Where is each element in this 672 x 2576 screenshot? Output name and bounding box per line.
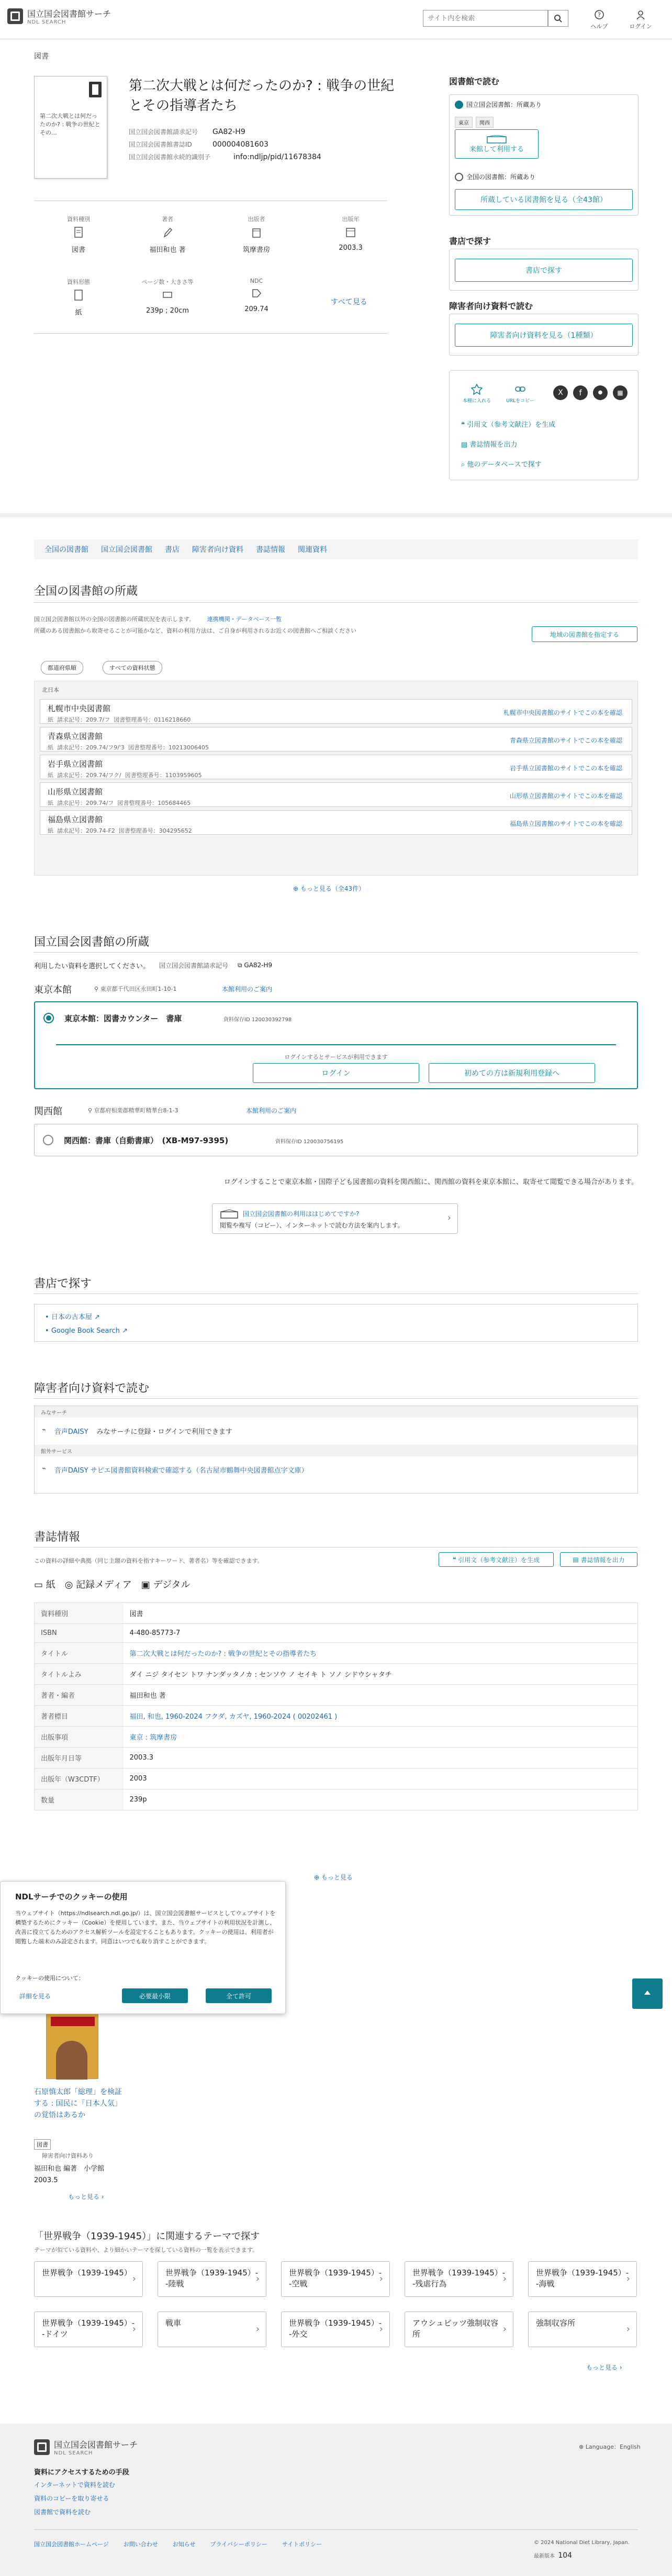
search-input[interactable]: [423, 10, 548, 27]
bib-heading: 書誌情報: [34, 1531, 81, 1544]
library-row: 山形県立図書館 紙 請求記号：209.74/フ 図書整理番号：105684465 山形県立図書館のサイトでこの本を確認: [40, 782, 632, 807]
ndl-small-icon: [455, 101, 463, 109]
see-all-link[interactable]: すべて見る: [331, 298, 367, 306]
tab-disability[interactable]: 障害者向け資料: [192, 546, 243, 554]
tab-digital[interactable]: ▣ デジタル: [141, 1579, 191, 1590]
summary-pages: ページ数・大きさ等 239p ; 20cm: [141, 279, 194, 315]
contact-link[interactable]: お問い合わせ: [123, 2541, 158, 2548]
table-row: 資料種別 図書: [35, 1603, 638, 1624]
ndl-heading: 国立国会図書館の所蔵: [34, 936, 150, 949]
shop-button[interactable]: 書店で探す: [455, 259, 633, 282]
filter-prefecture[interactable]: 都道府県順: [41, 661, 83, 675]
theme-desc: テーマが似ている資料や、より細かいテーマを探している資料の一覧を表示できます。: [34, 2247, 258, 2253]
table-row: ISBN 4-480-85773-7: [35, 1624, 638, 1643]
summary-publisher: 出版者 筑摩書房: [242, 216, 270, 254]
related-more-link[interactable]: もっと見る ›: [68, 2193, 104, 2201]
section-separator: [0, 513, 672, 517]
logo-title: 国立国会図書館サーチ: [27, 9, 111, 19]
ndl-logo-icon: [34, 2439, 50, 2455]
tokyo-item-label: 東京本館：図書カウンター 書庫: [64, 1014, 182, 1023]
library-row: 岩手県立図書館 紙 請求記号：209.74/フク/ 図書整理番号：1103959605 岩手県立図書館のサイトでこの本を確認: [40, 755, 632, 779]
help-label: ヘルプ: [590, 23, 608, 30]
id-key-1: 国立国会図書館請求記号: [129, 128, 198, 136]
daisy-link[interactable]: 音声DAISY: [54, 1428, 88, 1436]
tag-icon: [251, 288, 262, 300]
plus-icon: ⊕: [314, 1874, 321, 1881]
theme-item[interactable]: 世界戦争（1939-1945）--残虐行為 ›: [405, 2261, 513, 2297]
divider: [34, 333, 387, 334]
tokyo-address: ⚲ 東京都千代田区永田町1-10-1: [94, 986, 177, 992]
id-val-2: 000004081603: [212, 140, 268, 149]
id-val-1: GA82-H9: [212, 128, 245, 136]
tokyo-heading: 東京本館: [34, 985, 72, 996]
search-icon: ⌕: [461, 461, 467, 469]
tab-paper[interactable]: ▭ 紙: [34, 1579, 55, 1590]
copy-icon[interactable]: ⧉: [238, 961, 244, 969]
cite-link[interactable]: ❝ 引用文（参考文献注）を生成: [461, 421, 556, 429]
summary-row-1: [52, 215, 387, 257]
all-status: 全国の図書館：所蔵あり: [455, 172, 535, 181]
format-tabs: [34, 1577, 190, 1591]
ndl-logo-icon: [7, 8, 23, 24]
thumb-text: 第二次大戦とは何だったのか? : 戦争の世紀とその...: [40, 113, 100, 136]
table-row: タイトル 第二次大戦とは何だったのか? : 戦争の世紀とその指導者たち: [35, 1643, 638, 1664]
id-val-3: info:ndljp/pid/11678384: [233, 153, 321, 161]
theme-heading: 「世界戦争（1939-1945）」に関連するテーマで探す: [34, 2231, 260, 2242]
divider: [34, 1293, 638, 1294]
signup-button[interactable]: 初めての方は新規利用登録へ: [429, 1063, 595, 1083]
star-icon: [471, 383, 483, 395]
share-print-icon[interactable]: ▦: [613, 385, 628, 400]
copy-url-button[interactable]: URLをコピー: [502, 383, 539, 404]
logo-sub: NDL SEARCH: [27, 19, 66, 25]
disc-icon: ◎: [64, 1579, 76, 1590]
breadcrumb: 図書: [34, 52, 49, 61]
chevron-right-icon: ›: [447, 1212, 451, 1223]
side-buy-box: [449, 249, 639, 291]
export-link[interactable]: ▤ 書誌情報を出力: [461, 441, 518, 449]
copyright: © 2024 National Diet Library, Japan.: [534, 2540, 630, 2546]
footer-bottom-links: [34, 2540, 322, 2548]
login-label: ログイン: [629, 23, 652, 30]
summary-doc-type: 資料種別 図書: [67, 216, 90, 254]
side-read-heading: 図書館で読む: [449, 76, 500, 86]
first-time-banner[interactable]: 国立国会図書館の利用ははじめてですか? 閲覧や複写（コピー）、インターネットで読む方法を案内します。 ›: [212, 1203, 458, 1234]
ruler-icon: [162, 289, 173, 302]
news-link[interactable]: お知らせ: [172, 2541, 196, 2548]
library-link[interactable]: 札幌市中央図書館のサイトでこの本を確認: [503, 709, 622, 716]
pen-icon: [162, 226, 173, 239]
all-libraries-button[interactable]: 所蔵している図書館を見る（全43館）: [455, 189, 633, 210]
region-label: 北日本: [42, 687, 59, 693]
more-libraries-link[interactable]: ⊕ もっと見る（全43件）: [293, 885, 365, 892]
book-title: 第二次大戦とは何だったのか? : 戦争の世紀とその指導者たち: [129, 78, 395, 114]
table-row: 出版年（W3CDTF） 2003: [35, 1768, 638, 1789]
paper-tag: 紙: [48, 716, 53, 723]
side-dis-box: [449, 314, 639, 356]
side-buy-heading: 書店で探す: [449, 236, 491, 246]
related-title[interactable]: 石原慎太郎「総理」を検証する : 国民に「日本人気」の覚悟はあるか: [34, 2088, 122, 2119]
daisy-icon: ⌁: [42, 1465, 46, 1473]
logo[interactable]: [7, 7, 111, 25]
tokyo-guide-link[interactable]: 本館利用のご案内: [222, 986, 273, 993]
search-button[interactable]: [547, 10, 568, 27]
theme-item[interactable]: 世界戦争（1939-1945）--陸戦 ›: [158, 2261, 266, 2297]
shop-link-1[interactable]: • 日本の古本屋 ↗: [45, 1313, 100, 1321]
library-link[interactable]: 福島県立図書館のサイトでこの本を確認: [509, 820, 622, 827]
table-row: 数量 239p: [35, 1789, 638, 1810]
theme-item[interactable]: 世界戦争（1939-1945）--ドイツ ›: [34, 2312, 143, 2347]
paper-tag: 紙: [48, 772, 53, 779]
tab-bib[interactable]: 書誌情報: [256, 546, 285, 554]
share-line-icon[interactable]: ●: [593, 385, 608, 400]
book-thumbnail[interactable]: [34, 76, 107, 179]
paper-tag: 紙: [48, 744, 53, 751]
export-icon: ▤: [573, 1556, 581, 1563]
tag-tokyo: 東京: [455, 117, 473, 128]
building-icon: [251, 226, 262, 239]
set-region-button[interactable]: 地域の図書館を指定する: [532, 626, 637, 642]
publisher-link[interactable]: 東京 : 筑摩書房: [124, 1727, 638, 1748]
login-button[interactable]: [625, 9, 656, 30]
theme-item[interactable]: 世界戦争（1939-1945）--空戦 ›: [281, 2261, 390, 2297]
help-icon: [594, 9, 604, 20]
author-heading-link[interactable]: 福田, 和也, 1960-2024 フクダ, カズヤ, 1960-2024 ( 00202461 ): [124, 1706, 638, 1727]
login-button[interactable]: ログイン: [253, 1063, 419, 1083]
book-ids: [129, 126, 321, 163]
kansai-heading: 関西館: [34, 1106, 62, 1117]
back-to-top-button[interactable]: [632, 1978, 663, 2009]
side-dis-heading: 障害者向け資料で読む: [449, 301, 533, 311]
export-icon: ▤: [461, 441, 470, 449]
monitor-icon: ▣: [141, 1579, 153, 1590]
table-row: 出版年月日等 2003.3: [35, 1748, 638, 1768]
national-heading: 全国の図書館の所蔵: [34, 585, 138, 598]
theme-item[interactable]: 強制収容所 ›: [528, 2312, 637, 2347]
theme-item[interactable]: 世界戦争（1939-1945）--外交 ›: [281, 2312, 390, 2347]
kansai-item-id: 資料保存ID 120030756195: [275, 1139, 344, 1145]
shops-heading: 書店で探す: [34, 1277, 92, 1290]
library-row: 札幌市中央図書館 紙 請求記号：209.7/フ 図書整理番号：0116218660 札幌市中央図書館のサイトでこの本を確認: [40, 699, 632, 724]
visit-button[interactable]: 来館して利用する: [455, 129, 539, 159]
theme-item[interactable]: 世界戦争（1939-1945）--海戦 ›: [528, 2261, 637, 2297]
svg-text:?: ?: [598, 12, 601, 18]
version: 最新版本 104: [534, 2551, 573, 2560]
table-row: 出版事項 東京 : 筑摩書房: [35, 1727, 638, 1748]
side-actions-box: [449, 370, 639, 480]
radio-unselected[interactable]: [43, 1135, 53, 1145]
bib-more-link[interactable]: ⊕ もっと見る: [314, 1874, 353, 1881]
theme-more-link[interactable]: もっと見る ›: [586, 2364, 622, 2371]
accessible-button[interactable]: 障害者向け資料を見る（1種類）: [455, 324, 633, 347]
tab-ndl[interactable]: 国立国会図書館: [101, 546, 152, 554]
library-icon: [455, 173, 463, 181]
footer-link-3[interactable]: 図書館で資料を読む: [34, 2508, 91, 2516]
external-link-icon: ↗: [94, 1313, 100, 1321]
privacy-link[interactable]: プライバシーポリシー: [210, 2541, 267, 2548]
quote-icon: ❝: [452, 1556, 458, 1563]
language-link[interactable]: ⊕ Language：English: [579, 2444, 641, 2450]
id-key-3: 国立国会図書館永続的識別子: [129, 153, 211, 161]
building-icon: [486, 135, 507, 143]
theme-item[interactable]: アウシュビッツ強制収容所 ›: [405, 2312, 513, 2347]
share-facebook-icon[interactable]: f: [573, 385, 588, 400]
tab-national[interactable]: 全国の図書館: [44, 546, 88, 554]
tab-media[interactable]: ◎ 記録メディア: [64, 1579, 132, 1590]
bib-export-button[interactable]: ▤ 書誌情報を出力: [560, 1552, 637, 1567]
bib-table: [34, 1602, 638, 1810]
ndl-desc: 利用したい資料を選択してください。 国立国会図書館請求記号 ⧉ GA82-H9: [34, 961, 273, 970]
cookie-allow-all-button[interactable]: 全て許可: [206, 1988, 272, 2003]
shops-box: [34, 1304, 638, 1342]
globe-icon: ⊕: [579, 2444, 586, 2450]
table-row: 著者標目 福田, 和也, 1960-2024 フクダ, カズヤ, 1960-2024 ( 00202461 ): [35, 1706, 638, 1727]
quote-icon: ❝: [461, 421, 467, 429]
partner-link[interactable]: 連携機関・データベース一覧: [207, 616, 282, 623]
summary-form: 資料形態 紙: [67, 279, 90, 317]
library-link[interactable]: 山形県立図書館のサイトでこの本を確認: [509, 792, 622, 800]
user-icon: [635, 9, 646, 20]
document-icon: [73, 226, 84, 239]
bib-desc: この資料の詳細や典拠（同じ主題の資料を指すキーワード、著者名）等を確認できます。: [34, 1557, 263, 1564]
footer-logo[interactable]: 国立国会図書館サーチ NDL SEARCH: [34, 2438, 138, 2456]
book-icon: [89, 82, 102, 97]
related-label: 障害者向け資料あり: [42, 2152, 94, 2159]
tag-kansai: 関西: [476, 117, 494, 128]
ndl-status: 国立国会図書館：所蔵あり: [455, 100, 542, 109]
table-row: 著者・編者 福田和也 著: [35, 1685, 638, 1706]
tab-shop[interactable]: 書店: [165, 546, 180, 554]
daisy-icon: ⌁: [42, 1426, 46, 1434]
divider: [34, 2529, 638, 2530]
table-row: タイトルよみ ダイ ニジ タイセン トワ ナンダッタノカ : センソウ ノ セイキ ト ソノ シドウシャタチ: [35, 1664, 638, 1685]
kansai-address: ⚲ 京都府相楽郡精華町精華台8-1-3: [88, 1107, 178, 1114]
shop-link-2[interactable]: • Google Book Search ↗: [45, 1327, 128, 1335]
sapie-link[interactable]: 音声DAISY サピエ図書館資料検索で確認する（名古屋市鶴舞中央図書館点字文庫）: [54, 1467, 308, 1475]
help-button[interactable]: [588, 9, 611, 30]
paper-icon: ▭: [34, 1579, 46, 1590]
theme-item[interactable]: 世界戦争（1939-1945） ›: [34, 2261, 143, 2297]
cookie-heading: NDLサーチでのクッキーの使用: [15, 1892, 128, 1901]
paper-tag: 紙: [48, 827, 53, 834]
bib-cite-button[interactable]: ❝ 引用文（参考文献注）を生成: [439, 1552, 554, 1567]
other-db-link[interactable]: ⌕ 他のデータベースで探す: [461, 461, 542, 469]
theme-item[interactable]: 戦車 ›: [158, 2312, 266, 2347]
national-desc: 国立国会図書館以外の全国の図書館の所蔵状況を表示します。 連携機関・データベース一覧 所蔵のある図書館から取寄せることが可能かなど、資料の利用方法は、ご自身が利用されるお近くの図書館へご相談ください: [34, 616, 356, 634]
external-link-icon: ↗: [122, 1327, 128, 1335]
library-row: 青森県立図書館 紙 請求記号：209.74/フ9/'3 図書整理番号：10213006405 青森県立図書館のサイトでこの本を確認: [40, 727, 632, 751]
summary-author: 著者 福田和也 著: [149, 216, 186, 254]
divider: [34, 952, 638, 953]
radio-selected[interactable]: [43, 1013, 54, 1023]
calendar-icon: [345, 226, 356, 239]
summary-year: 出版年 2003.3: [339, 216, 363, 252]
arrow-up-icon: [642, 1988, 653, 1999]
side-ndl-box: [449, 94, 639, 216]
access-heading: 資料にアクセスするための手段: [34, 2469, 129, 2477]
cookie-question: クッキーの使用について：: [15, 1975, 84, 1982]
id-key-2: 国立国会図書館書誌ID: [129, 141, 192, 148]
transfer-note: ログインすることで東京本館・国際子ども図書館の資料を関西館に、関西館の資料を東京本館に、取寄せて閲覧できる場合があります。: [223, 1178, 638, 1186]
kansai-item-label: 関西館：書庫（自動書庫） (XB-M97-9395): [64, 1136, 229, 1145]
ndl-home-link[interactable]: 国立国会図書館ホームページ: [34, 2541, 109, 2548]
header: [0, 0, 672, 39]
paper-icon: [73, 289, 84, 302]
cookie-dialog: [0, 1881, 286, 2014]
tokyo-item-id: 資料保存ID 120030392798: [223, 1017, 292, 1023]
library-list: [34, 681, 638, 876]
tokyo-item-box[interactable]: [34, 1001, 638, 1089]
library-link[interactable]: 岩手県立図書館のサイトでこの本を確認: [509, 765, 622, 772]
disability-heading: 障害者向け資料で読む: [34, 1382, 150, 1395]
library-row: 福島県立図書館 紙 請求記号：209.74-F2 図書整理番号：304295652 福島県立図書館のサイトでこの本を確認: [40, 810, 632, 835]
library-link[interactable]: 青森県立図書館のサイトでこの本を確認: [509, 737, 622, 744]
footer-link-1[interactable]: インターネットで資料を読む: [34, 2481, 115, 2489]
building-icon: [220, 1209, 239, 1220]
summary-ndc: NDC 209.74: [244, 278, 268, 313]
footer-link-2[interactable]: 資料のコピーを取り寄せる: [34, 2495, 109, 2502]
footer: [0, 2424, 672, 2576]
login-note: ログインするとサービスが利用できます: [56, 1044, 616, 1061]
site-policy-link[interactable]: サイトポリシー: [282, 2541, 322, 2548]
pin-icon: ⚲: [88, 1107, 94, 1114]
link-icon: [514, 383, 526, 395]
kansai-guide-link[interactable]: 本館利用のご案内: [246, 1107, 297, 1114]
related-cover[interactable]: [46, 2011, 98, 2079]
related-year: 2003.5: [34, 2176, 58, 2184]
plus-icon: ⊕: [293, 885, 300, 892]
title-link[interactable]: 第二次大戦とは何だったのか? : 戦争の世紀とその指導者たち: [124, 1643, 638, 1664]
disability-box: みなサーチ ⌁ 音声DAISY みなサーチに登録・ログインで利用できます 館外サービス ⌁ 音声DAISY サピエ図書館資料検索で確認する（名古屋市鶴舞中央図書館点字文庫）: [34, 1406, 638, 1494]
section-tabs: [34, 539, 638, 559]
cookie-detail-link[interactable]: 詳細を見る: [19, 1993, 51, 2000]
related-type: 図書: [34, 2139, 51, 2150]
divider: [34, 602, 638, 603]
divider: [34, 1398, 638, 1399]
search-icon: [554, 14, 562, 23]
pin-icon: ⚲: [94, 986, 100, 992]
cookie-body: 当ウェブサイト（https://ndlsearch.ndl.go.jp/）は、国立国会図書館サービスとしてウェブサイトを構築するためにクッキー（Cookie）を使用しています。また、当ウェブサイトの利用状況を計測し、改善に役立てるためのアクセス解析ツールを設定することもあります。クッキーの使用は、利用者が閲覧した端末のみ設定されます。同意はいつでも取り消すことができます。: [15, 1910, 276, 1945]
related-author: 福田和也 編著 小学館: [34, 2165, 105, 2173]
paper-tag: 紙: [48, 800, 53, 806]
filter-status[interactable]: すべての資料状態: [103, 661, 162, 675]
share-x-icon[interactable]: X: [553, 385, 568, 400]
summary-row-2: [52, 278, 387, 319]
bookshelf-button[interactable]: 本棚に入れる: [461, 383, 492, 404]
cookie-minimal-button[interactable]: 必要最小限: [122, 1988, 188, 2003]
kansai-item-box[interactable]: [34, 1124, 638, 1156]
tab-related[interactable]: 関連資料: [298, 546, 327, 554]
